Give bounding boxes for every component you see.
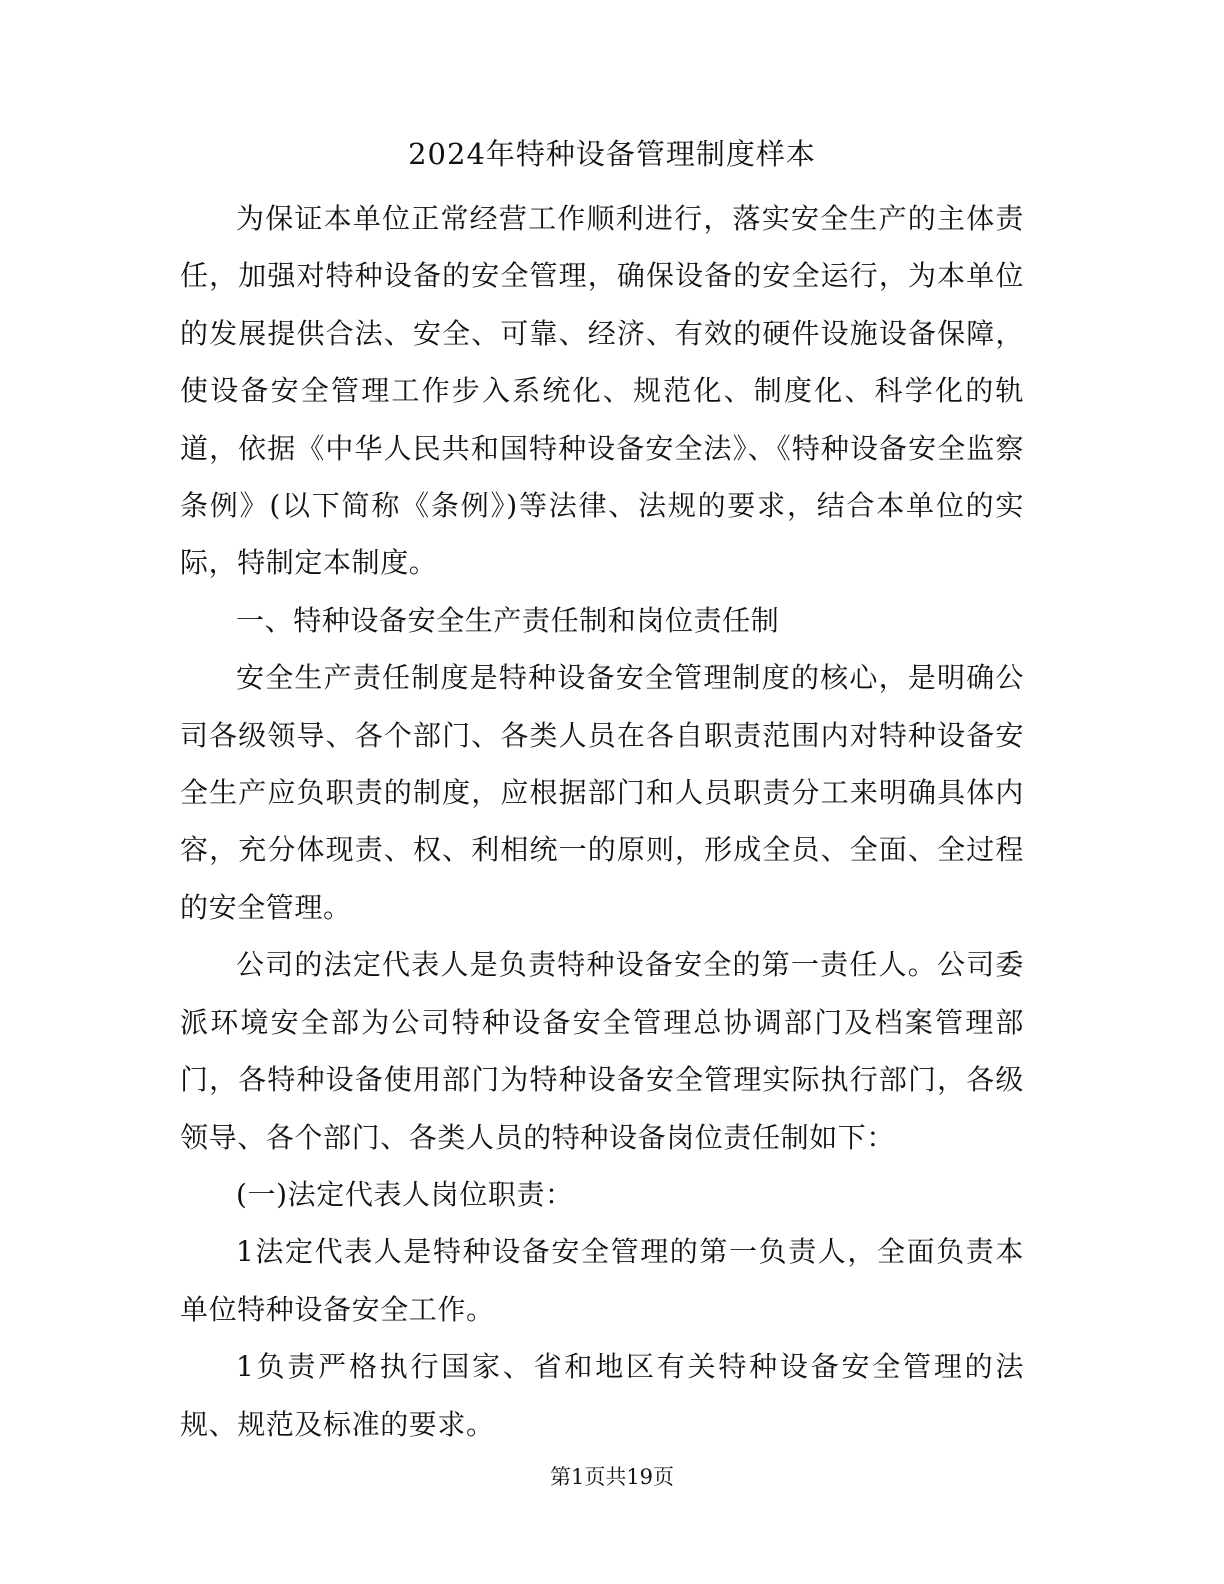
responsibility-paragraph: 安全生产责任制度是特种设备安全管理制度的核心，是明确公司各级领导、各个部门、各类人员在各自职责范围内对特种设备安全生产应负职责的制度，应根据部门和人员职责分工来明确具体内容，充分体现责、权、利相统一的原则，形成全员、全面、全过程的安全管理。	[180, 661, 1024, 924]
duty-item-2: 1负责严格执行国家、省和地区有关特种设备安全管理的法规、规范及标准的要求。	[180, 1350, 1024, 1441]
duty-item-1: 1法定代表人是特种设备安全管理的第一负责人，全面负责本单位特种设备安全工作。	[180, 1235, 1024, 1326]
document-body	[180, 190, 1024, 1453]
page-number-footer: 第1页共19页	[549, 1465, 675, 1489]
subsection-heading-1: (一)法定代表人岗位职责：	[236, 1177, 574, 1211]
document-title: 2024年特种设备管理制度样本	[408, 137, 816, 171]
legal-representative-paragraph: 公司的法定代表人是负责特种设备安全的第一责任人。公司委派环境安全部为公司特种设备安全管理总协调部门及档案管理部门，各特种设备使用部门为特种设备安全管理实际执行部门，各级领导、各个部门、各类人员的特种设备岗位责任制如下：	[180, 948, 1024, 1154]
intro-paragraph: 为保证本单位正常经营工作顺利进行，落实安全生产的主体责任，加强对特种设备的安全管理，确保设备的安全运行，为本单位的发展提供合法、安全、可靠、经济、有效的硬件设施设备保障，使设备安全管理工作步入系统化、规范化、制度化、科学化的轨道，依据《中华人民共和国特种设备安全法》、《特种设备安全监察条例》(以下简称《条例》)等法律、法规的要求，结合本单位的实际，特制定本制度。	[180, 202, 1024, 580]
section-heading-1: 一、特种设备安全生产责任制和岗位责任制	[236, 603, 780, 637]
